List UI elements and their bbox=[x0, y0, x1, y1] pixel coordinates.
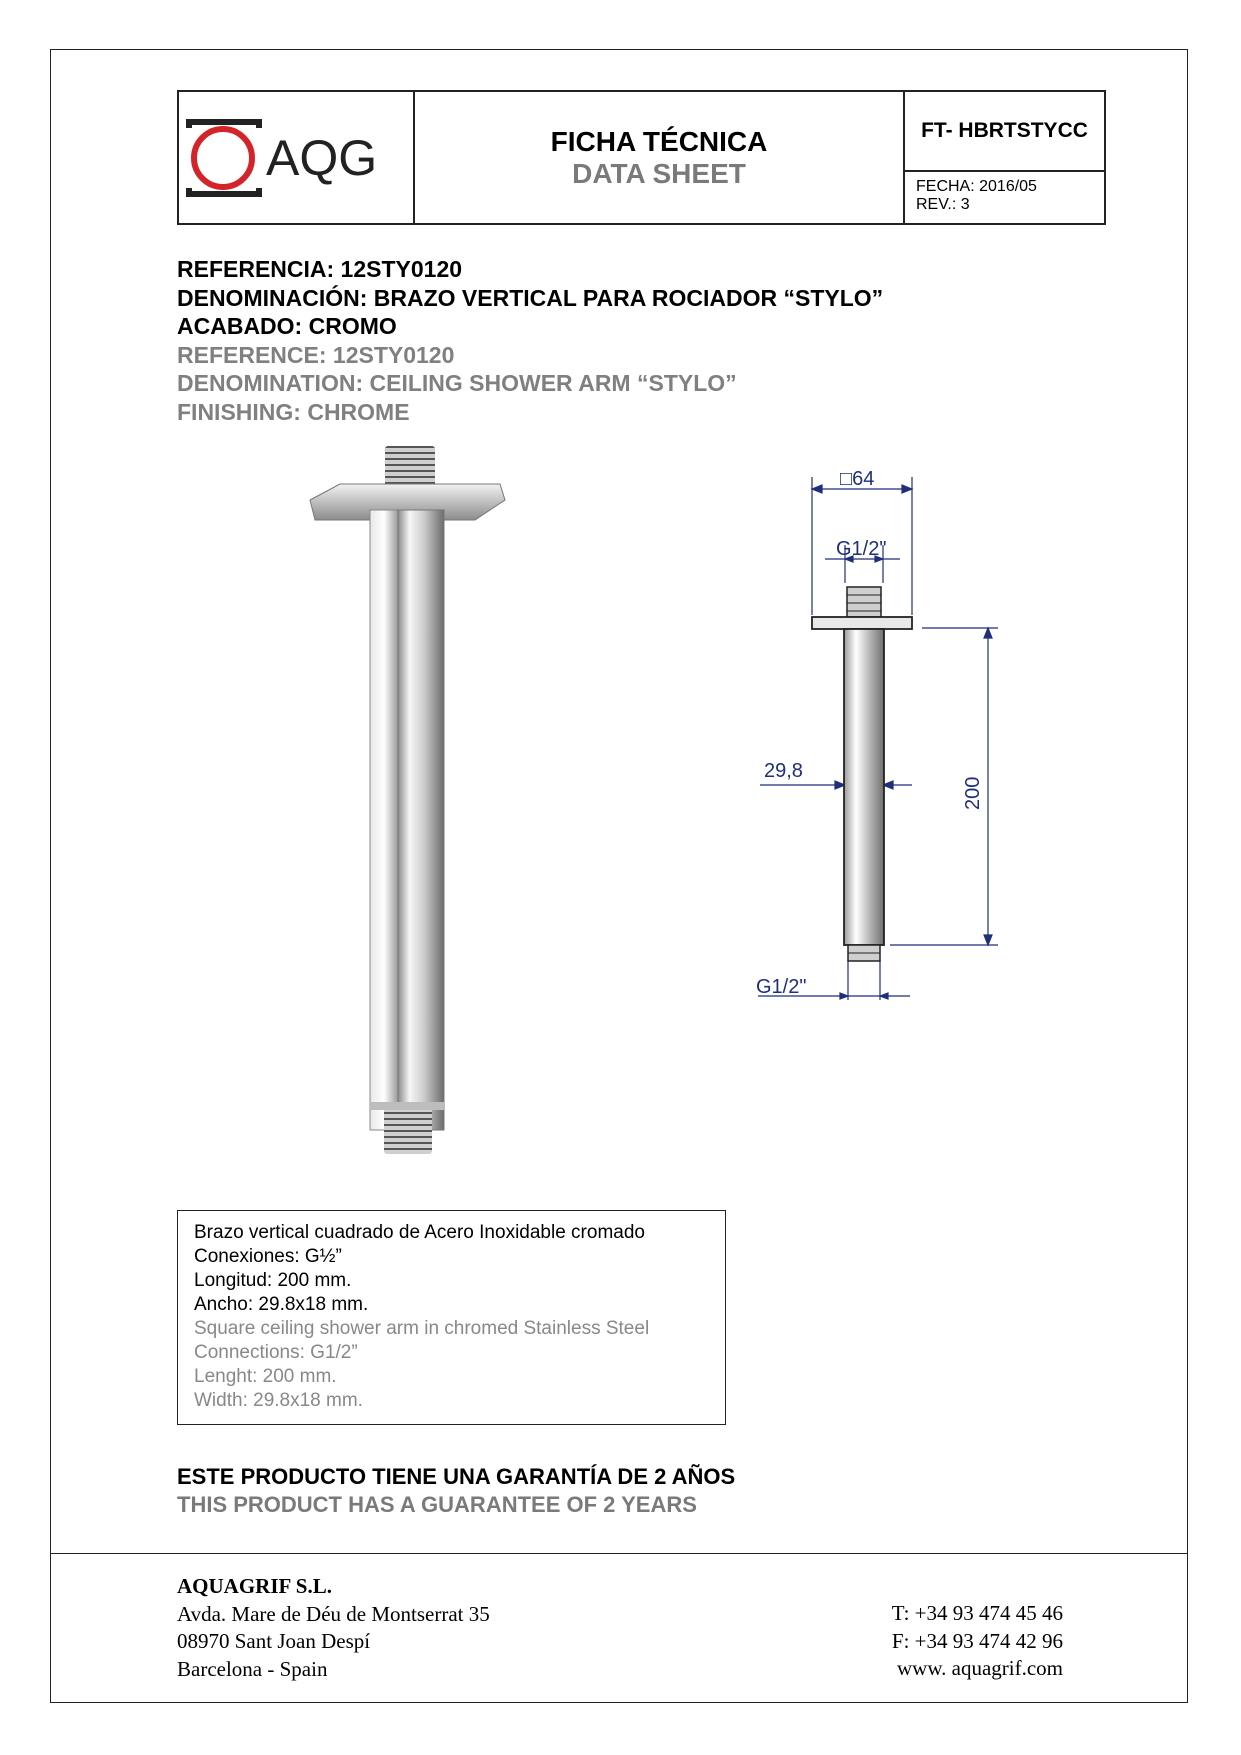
header-table bbox=[177, 90, 1106, 225]
product-photo bbox=[300, 440, 520, 1160]
logo-cell bbox=[179, 92, 415, 223]
fax: F: +34 93 474 42 96 bbox=[891, 1628, 1063, 1653]
desc-en-line: Width: 29.8x18 mm. bbox=[194, 1390, 363, 1411]
title-en: DATA SHEET bbox=[572, 157, 746, 189]
phone: T: +34 93 474 45 46 bbox=[891, 1601, 1063, 1625]
company-name: AQUAGRIF S.L. bbox=[177, 1574, 332, 1598]
desc-es-line: Brazo vertical cuadrado de Acero Inoxidable cromado bbox=[194, 1222, 645, 1243]
warranty-es: ESTE PRODUCTO TIENE UNA GARANTÍA DE 2 AÑOS bbox=[177, 1464, 736, 1489]
footer-address bbox=[177, 1573, 490, 1683]
desc-es-line: Ancho: 29.8x18 mm. bbox=[194, 1294, 369, 1315]
warranty bbox=[177, 1463, 735, 1519]
aqg-logo bbox=[179, 92, 409, 223]
desc-en-line: Connections: G1/2” bbox=[194, 1342, 358, 1363]
doc-meta bbox=[905, 172, 1104, 214]
desc-es-line: Longitud: 200 mm. bbox=[194, 1270, 352, 1291]
title-es: FICHA TÉCNICA bbox=[550, 125, 768, 157]
address-line: 08970 Sant Joan Despí bbox=[177, 1629, 371, 1653]
spec-finishing: FINISHING: CHROME bbox=[177, 398, 410, 425]
logo-text: AQG bbox=[266, 130, 378, 186]
spec-denominacion: DENOMINACIÓN: BRAZO VERTICAL PARA ROCIADOR “STYLO” bbox=[177, 284, 884, 311]
desc-en-line: Lenght: 200 mm. bbox=[194, 1366, 337, 1387]
warranty-en: THIS PRODUCT HAS A GUARANTEE OF 2 YEARS bbox=[177, 1492, 697, 1517]
dim-thread-bottom-label: G1/2" bbox=[756, 976, 807, 998]
spec-acabado: ACABADO: CROMO bbox=[177, 313, 397, 340]
dim-length-label: 200 bbox=[962, 776, 984, 810]
dim-thread-top-label: G1/2" bbox=[836, 538, 887, 560]
desc-es-line: Conexiones: G½” bbox=[194, 1246, 342, 1267]
document-code: FT- HBRTSTYCC bbox=[905, 92, 1104, 172]
footer-divider bbox=[50, 1553, 1188, 1554]
code-cell bbox=[905, 92, 1104, 223]
spec-reference: REFERENCE: 12STY0120 bbox=[177, 341, 455, 368]
dim-width-label: 29,8 bbox=[764, 760, 803, 782]
address-line: Avda. Mare de Déu de Montserrat 35 bbox=[177, 1601, 490, 1626]
footer-contact bbox=[892, 1600, 1063, 1683]
title-cell bbox=[415, 92, 905, 223]
address-line: Barcelona - Spain bbox=[177, 1656, 328, 1681]
dim-square-label: □64 bbox=[840, 468, 875, 490]
product-specs bbox=[177, 255, 883, 427]
doc-date: FECHA: 2016/05 bbox=[916, 178, 1037, 195]
spec-denomination: DENOMINATION: CEILING SHOWER ARM “STYLO” bbox=[177, 370, 737, 397]
spec-referencia: REFERENCIA: 12STY0120 bbox=[177, 256, 463, 282]
technical-drawing bbox=[740, 455, 1020, 1025]
doc-revision: REV.: 3 bbox=[916, 196, 970, 213]
website: www. aquagrif.com bbox=[896, 1656, 1063, 1680]
description-box bbox=[177, 1210, 726, 1425]
desc-en-line: Square ceiling shower arm in chromed Stainless Steel bbox=[194, 1318, 650, 1339]
